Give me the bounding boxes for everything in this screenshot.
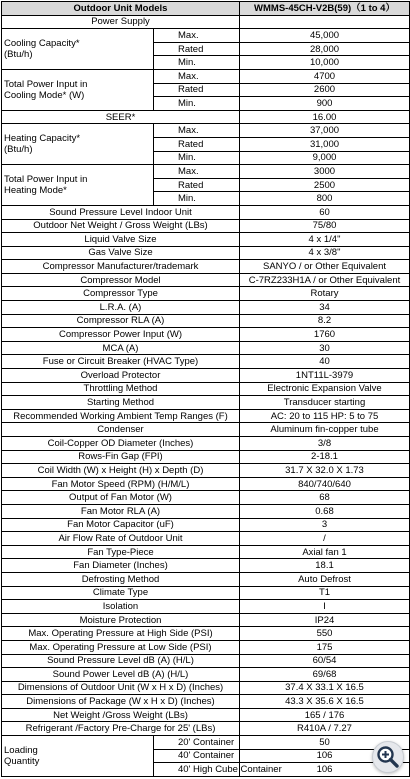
spec-value: SANYO / or Other Equivalent xyxy=(240,260,410,274)
spec-value: 40 xyxy=(240,355,410,369)
spec-value: 1760 xyxy=(240,328,410,342)
spec-value: 165 / 176 xyxy=(240,708,410,722)
spec-value: 60/54 xyxy=(240,654,410,668)
spec-value: 18.1 xyxy=(240,559,410,573)
spec-row xyxy=(2,708,410,722)
spec-label: Coil-Copper OD Diameter (Inches) xyxy=(2,437,240,451)
spec-row xyxy=(2,287,410,301)
spec-table xyxy=(1,1,410,777)
spec-value: 3 xyxy=(240,518,410,532)
spec-value: 43.3 X 35.6 X 16.5 xyxy=(240,695,410,709)
heating-power-value: 3000 xyxy=(240,165,410,179)
cooling-power-sub-label: Min. xyxy=(154,97,240,111)
spec-label: Refrigerant /Factory Pre-Charge for 25' (LBs) xyxy=(2,722,240,736)
spec-value: 37.4 X 33.1 X 16.5 xyxy=(240,681,410,695)
heating-power-value: 800 xyxy=(240,192,410,206)
spec-label: Max. Operating Pressure at High Side (PSI) xyxy=(2,627,240,641)
heating-power-label: Total Power Input in Heating Mode* xyxy=(2,165,154,206)
heating-capacity-sub-label: Max. xyxy=(154,124,240,138)
spec-label: Coil Width (W) x Height (H) x Depth (D) xyxy=(2,464,240,478)
seer-label: SEER* xyxy=(2,110,240,124)
cooling-capacity-sub-label: Min. xyxy=(154,56,240,70)
spec-row xyxy=(2,504,410,518)
spec-row xyxy=(2,396,410,410)
heating-capacity-label: Heating Capacity* (Btu/h) xyxy=(2,124,154,165)
spec-row xyxy=(2,233,410,247)
seer-value: 16.00 xyxy=(240,110,410,124)
spec-value: Rotary xyxy=(240,287,410,301)
spec-label: Fan Motor Capacitor (uF) xyxy=(2,518,240,532)
spec-row xyxy=(2,559,410,573)
spec-value: C-7RZ233H1A / or Other Equivalent xyxy=(240,273,410,287)
spec-label: Starting Method xyxy=(2,396,240,410)
loading-quantity-sub-label: 40' Container xyxy=(154,749,240,763)
power-supply-row xyxy=(2,15,410,29)
spec-row xyxy=(2,409,410,423)
spec-row xyxy=(2,518,410,532)
spec-value: 4 x 1/4" xyxy=(240,233,410,247)
heating-power-row xyxy=(2,165,410,179)
spec-label: Fan Type-Piece xyxy=(2,545,240,559)
spec-value: 8.2 xyxy=(240,314,410,328)
spec-row xyxy=(2,273,410,287)
spec-label: Compressor RLA (A) xyxy=(2,314,240,328)
spec-value: Transducer starting xyxy=(240,396,410,410)
cooling-power-value: 4700 xyxy=(240,69,410,83)
heating-capacity-value: 9,000 xyxy=(240,151,410,165)
spec-label: Compressor Model xyxy=(2,273,240,287)
spec-label: Moisture Protection xyxy=(2,613,240,627)
spec-label: Sound Pressure Level dB (A) (H/L) xyxy=(2,654,240,668)
spec-row xyxy=(2,301,410,315)
cooling-power-value: 2600 xyxy=(240,83,410,97)
cooling-power-sub-label: Max. xyxy=(154,69,240,83)
zoom-in-icon xyxy=(373,742,403,772)
loading-quantity-value: 50 xyxy=(240,736,410,750)
spec-label: Compressor Power Input (W) xyxy=(2,328,240,342)
spec-row xyxy=(2,450,410,464)
spec-value: 2-18.1 xyxy=(240,450,410,464)
spec-value: 0.68 xyxy=(240,504,410,518)
spec-value: 175 xyxy=(240,640,410,654)
cooling-capacity-label: Cooling Capacity* (Btu/h) xyxy=(2,29,154,70)
loading-quantity-value: 106 xyxy=(240,763,410,777)
spec-row xyxy=(2,681,410,695)
spec-label: Climate Type xyxy=(2,586,240,600)
spec-row xyxy=(2,532,410,546)
spec-label: Output of Fan Motor (W) xyxy=(2,491,240,505)
spec-row xyxy=(2,219,410,233)
cooling-capacity-sub-label: Max. xyxy=(154,29,240,43)
spec-value: IP24 xyxy=(240,613,410,627)
spec-value: 60 xyxy=(240,205,410,219)
spec-value: AC: 20 to 115 HP: 5 to 75 xyxy=(240,409,410,423)
spec-label: Sound Power Level dB (A) (H/L) xyxy=(2,668,240,682)
spec-value: 840/740/640 xyxy=(240,477,410,491)
spec-row xyxy=(2,464,410,478)
spec-label: Outdoor Net Weight / Gross Weight (LBs) xyxy=(2,219,240,233)
spec-value: I xyxy=(240,600,410,614)
zoom-in-button[interactable] xyxy=(372,741,404,773)
spec-row xyxy=(2,355,410,369)
spec-row xyxy=(2,369,410,383)
heating-capacity-sub-label: Rated xyxy=(154,137,240,151)
loading-quantity-value: 106 xyxy=(240,749,410,763)
spec-row xyxy=(2,654,410,668)
spec-body xyxy=(2,2,410,777)
spec-row xyxy=(2,627,410,641)
spec-value: Electronic Expansion Valve xyxy=(240,382,410,396)
spec-label: MCA (A) xyxy=(2,341,240,355)
spec-value: Aluminum fin-copper tube xyxy=(240,423,410,437)
spec-row xyxy=(2,695,410,709)
spec-value: 4 x 3/8" xyxy=(240,246,410,260)
loading-quantity-row xyxy=(2,736,410,750)
spec-label: Recommended Working Ambient Temp Ranges (F) xyxy=(2,409,240,423)
spec-row xyxy=(2,722,410,736)
spec-value: 69/68 xyxy=(240,668,410,682)
power-supply-label: Power Supply xyxy=(2,15,240,29)
spec-label: Fuse or Circuit Breaker (HVAC Type) xyxy=(2,355,240,369)
spec-label: Compressor Type xyxy=(2,287,240,301)
spec-value: 34 xyxy=(240,301,410,315)
spec-value: 1NT11L-3979 xyxy=(240,369,410,383)
heating-power-sub-label: Rated xyxy=(154,178,240,192)
spec-label: Max. Operating Pressure at Low Side (PSI) xyxy=(2,640,240,654)
heating-power-sub-label: Min. xyxy=(154,192,240,206)
spec-label: Rows-Fin Gap (FPI) xyxy=(2,450,240,464)
table-header-row xyxy=(2,2,410,16)
cooling-capacity-value: 10,000 xyxy=(240,56,410,70)
spec-label: Throttling Method xyxy=(2,382,240,396)
spec-value: 550 xyxy=(240,627,410,641)
spec-row xyxy=(2,600,410,614)
cooling-power-sub-label: Rated xyxy=(154,83,240,97)
heating-capacity-value: 31,000 xyxy=(240,137,410,151)
spec-label: Isolation xyxy=(2,600,240,614)
heating-capacity-value: 37,000 xyxy=(240,124,410,138)
spec-label: L.R.A. (A) xyxy=(2,301,240,315)
spec-value: 68 xyxy=(240,491,410,505)
spec-label: Liquid Valve Size xyxy=(2,233,240,247)
spec-label: Condenser xyxy=(2,423,240,437)
loading-quantity-sub-label: 40' High Cube Container xyxy=(154,763,240,777)
seer-row xyxy=(2,110,410,124)
cooling-power-label: Total Power Input in Cooling Mode* (W) xyxy=(2,69,154,110)
spec-value: Auto Defrost xyxy=(240,572,410,586)
spec-label: Net Weight /Gross Weight (LBs) xyxy=(2,708,240,722)
loading-quantity-sub-label: 20' Container xyxy=(154,736,240,750)
spec-row xyxy=(2,246,410,260)
heating-power-value: 2500 xyxy=(240,178,410,192)
spec-row xyxy=(2,260,410,274)
spec-row xyxy=(2,205,410,219)
spec-label: Fan Motor RLA (A) xyxy=(2,504,240,518)
spec-value: 31.7 X 32.0 X 1.73 xyxy=(240,464,410,478)
spec-row xyxy=(2,586,410,600)
spec-label: Compressor Manufacturer/trademark xyxy=(2,260,240,274)
cooling-capacity-sub-label: Rated xyxy=(154,42,240,56)
cooling-power-row xyxy=(2,69,410,83)
spec-label: Defrosting Method xyxy=(2,572,240,586)
spec-label: Fan Diameter (Inches) xyxy=(2,559,240,573)
spec-value: T1 xyxy=(240,586,410,600)
loading-quantity-label: Loading Quantity xyxy=(2,736,154,777)
spec-value: 30 xyxy=(240,341,410,355)
spec-row xyxy=(2,572,410,586)
spec-row xyxy=(2,491,410,505)
spec-row xyxy=(2,477,410,491)
spec-value: 3/8 xyxy=(240,437,410,451)
power-supply-value xyxy=(240,15,410,29)
header-label: Outdoor Unit Models xyxy=(2,2,240,16)
spec-row xyxy=(2,668,410,682)
spec-row xyxy=(2,328,410,342)
spec-label: Fan Motor Speed (RPM) (H/M/L) xyxy=(2,477,240,491)
spec-value: 75/80 xyxy=(240,219,410,233)
heating-capacity-row xyxy=(2,124,410,138)
spec-label: Dimensions of Package (W x H x D) (Inches) xyxy=(2,695,240,709)
spec-label: Sound Pressure Level Indoor Unit xyxy=(2,205,240,219)
spec-row xyxy=(2,423,410,437)
heating-power-sub-label: Max. xyxy=(154,165,240,179)
spec-value: Axial fan 1 xyxy=(240,545,410,559)
spec-label: Dimensions of Outdoor Unit (W x H x D) (Inches) xyxy=(2,681,240,695)
header-model: WMMS-45CH-V2B(59)（1 to 4） xyxy=(240,2,410,16)
cooling-capacity-row xyxy=(2,29,410,43)
spec-label: Air Flow Rate of Outdoor Unit xyxy=(2,532,240,546)
cooling-power-value: 900 xyxy=(240,97,410,111)
spec-row xyxy=(2,437,410,451)
heating-capacity-sub-label: Min. xyxy=(154,151,240,165)
spec-row xyxy=(2,314,410,328)
spec-value: R410A / 7.27 xyxy=(240,722,410,736)
cooling-capacity-value: 28,000 xyxy=(240,42,410,56)
spec-row xyxy=(2,640,410,654)
cooling-capacity-value: 45,000 xyxy=(240,29,410,43)
spec-value: / xyxy=(240,532,410,546)
spec-row xyxy=(2,613,410,627)
spec-row xyxy=(2,382,410,396)
spec-label: Overload Protector xyxy=(2,369,240,383)
spec-row xyxy=(2,545,410,559)
spec-row xyxy=(2,341,410,355)
spec-label: Gas Valve Size xyxy=(2,246,240,260)
